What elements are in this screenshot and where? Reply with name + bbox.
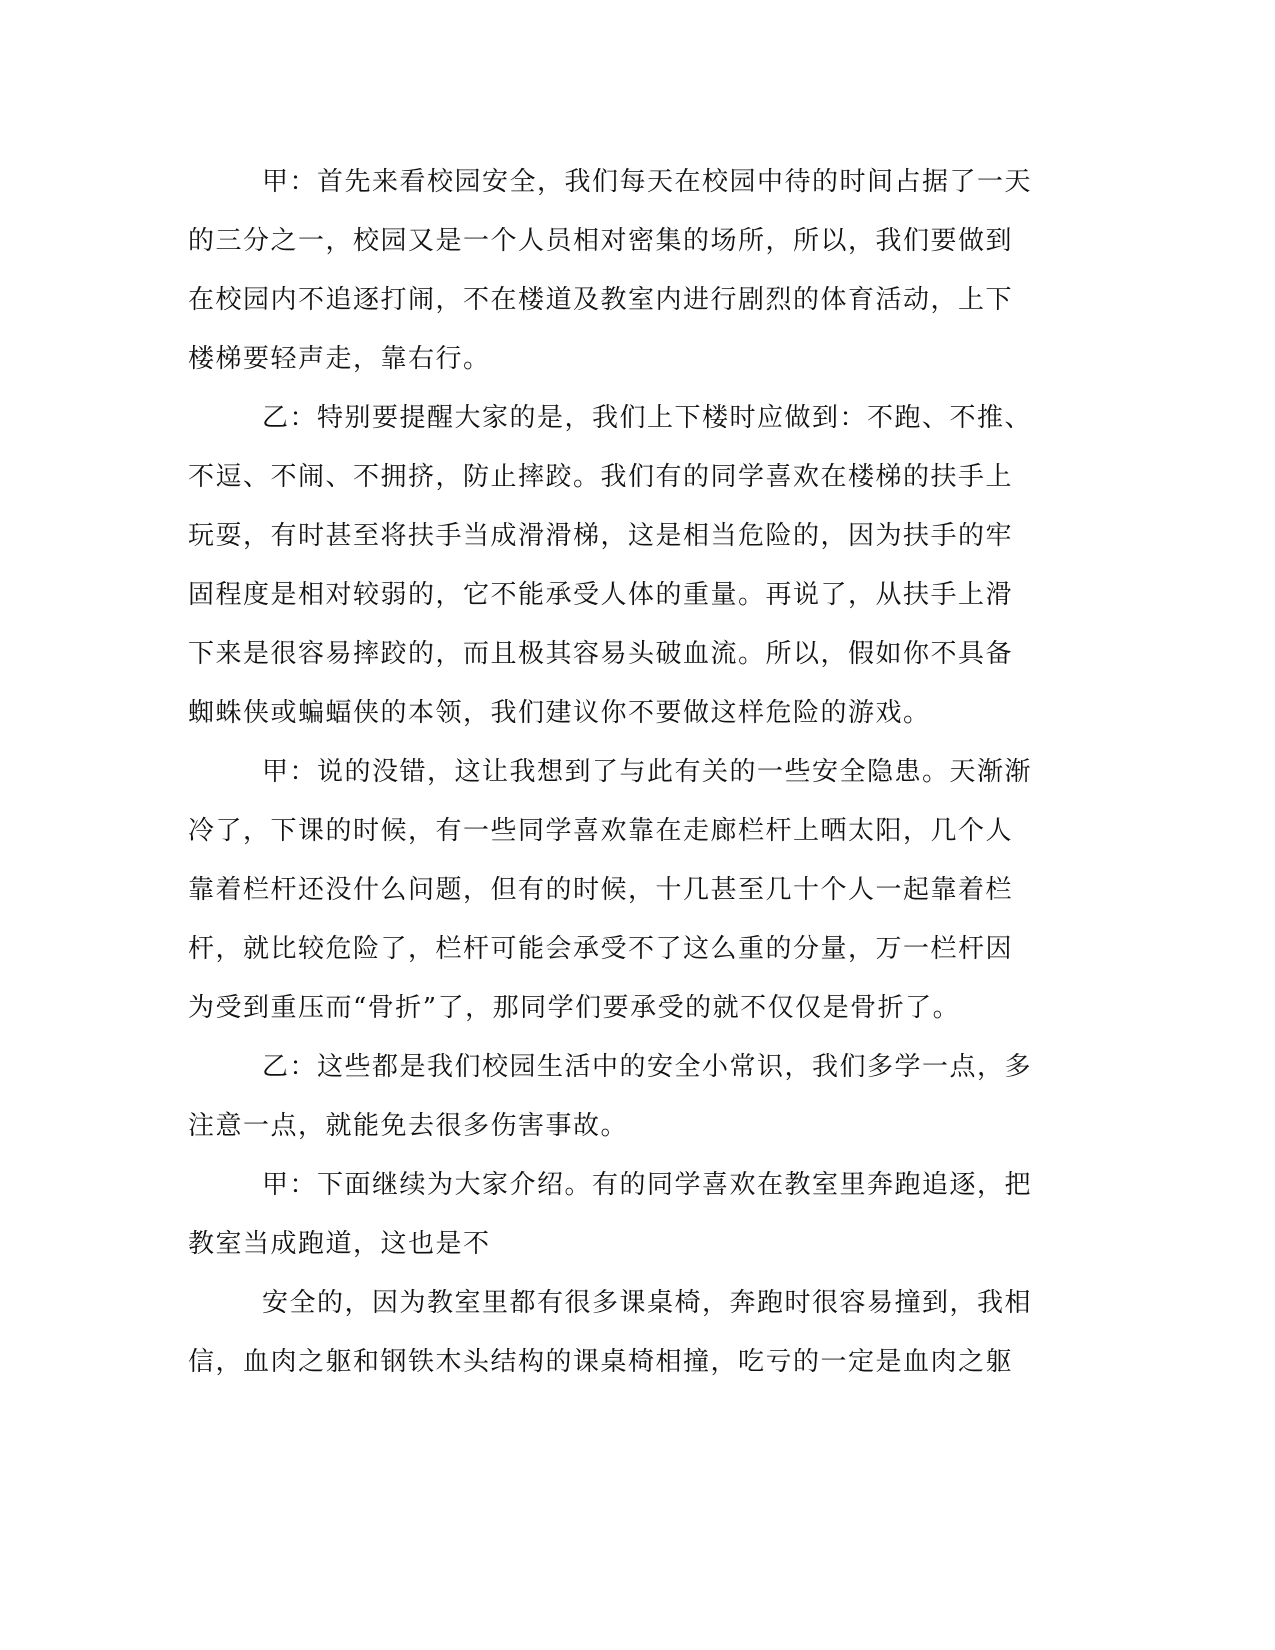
text-line: 注意一点，就能免去很多伤害事故。 <box>188 1111 629 1141</box>
text-line: 冷了，下课的时候，有一些同学喜欢靠在走廊栏杆上晒太阳，几个人 <box>188 816 1014 846</box>
text-line: 甲：下面继续为大家介绍。有的同学喜欢在教室里奔跑追逐，把 <box>262 1170 1033 1200</box>
text-line: 在校园内不追逐打闹，不在楼道及教室内进行剧烈的体育活动，上下 <box>188 285 1014 315</box>
text-line: 教室当成跑道，这也是不 <box>188 1229 491 1259</box>
text-line: 为受到重压而“骨折”了，那同学们要承受的就不仅仅是骨折了。 <box>188 993 961 1023</box>
text-line: 甲：说的没错，这让我想到了与此有关的一些安全隐患。天渐渐 <box>262 757 1033 787</box>
text-line: 下来是很容易摔跤的，而且极其容易头破血流。所以，假如你不具备 <box>188 639 1014 669</box>
text-line: 乙：这些都是我们校园生活中的安全小常识，我们多学一点，多 <box>262 1052 1033 1082</box>
text-line: 靠着栏杆还没什么问题，但有的时候，十几甚至几十个人一起靠着栏 <box>188 875 1014 905</box>
text-line: 楼梯要轻声走，靠右行。 <box>188 344 491 374</box>
text-line: 安全的，因为教室里都有很多课桌椅，奔跑时很容易撞到，我相 <box>262 1288 1033 1318</box>
text-line: 玩耍，有时甚至将扶手当成滑滑梯，这是相当危险的，因为扶手的牢 <box>188 521 1014 551</box>
text-line: 不逗、不闹、不拥挤，防止摔跤。我们有的同学喜欢在楼梯的扶手上 <box>188 462 1014 492</box>
text-line: 甲：首先来看校园安全，我们每天在校园中待的时间占据了一天 <box>262 167 1033 197</box>
text-line: 蜘蛛侠或蝙蝠侠的本领，我们建议你不要做这样危险的游戏。 <box>188 698 931 728</box>
text-line: 信，血肉之躯和钢铁木头结构的课桌椅相撞，吃亏的一定是血肉之躯 <box>188 1347 1014 1377</box>
text-line: 固程度是相对较弱的，它不能承受人体的重量。再说了，从扶手上滑 <box>188 580 1014 610</box>
text-line: 杆，就比较危险了，栏杆可能会承受不了这么重的分量，万一栏杆因 <box>188 934 1014 964</box>
text-line: 乙：特别要提醒大家的是，我们上下楼时应做到：不跑、不推、 <box>262 403 1033 433</box>
text-line: 的三分之一，校园又是一个人员相对密集的场所，所以，我们要做到 <box>188 226 1014 256</box>
